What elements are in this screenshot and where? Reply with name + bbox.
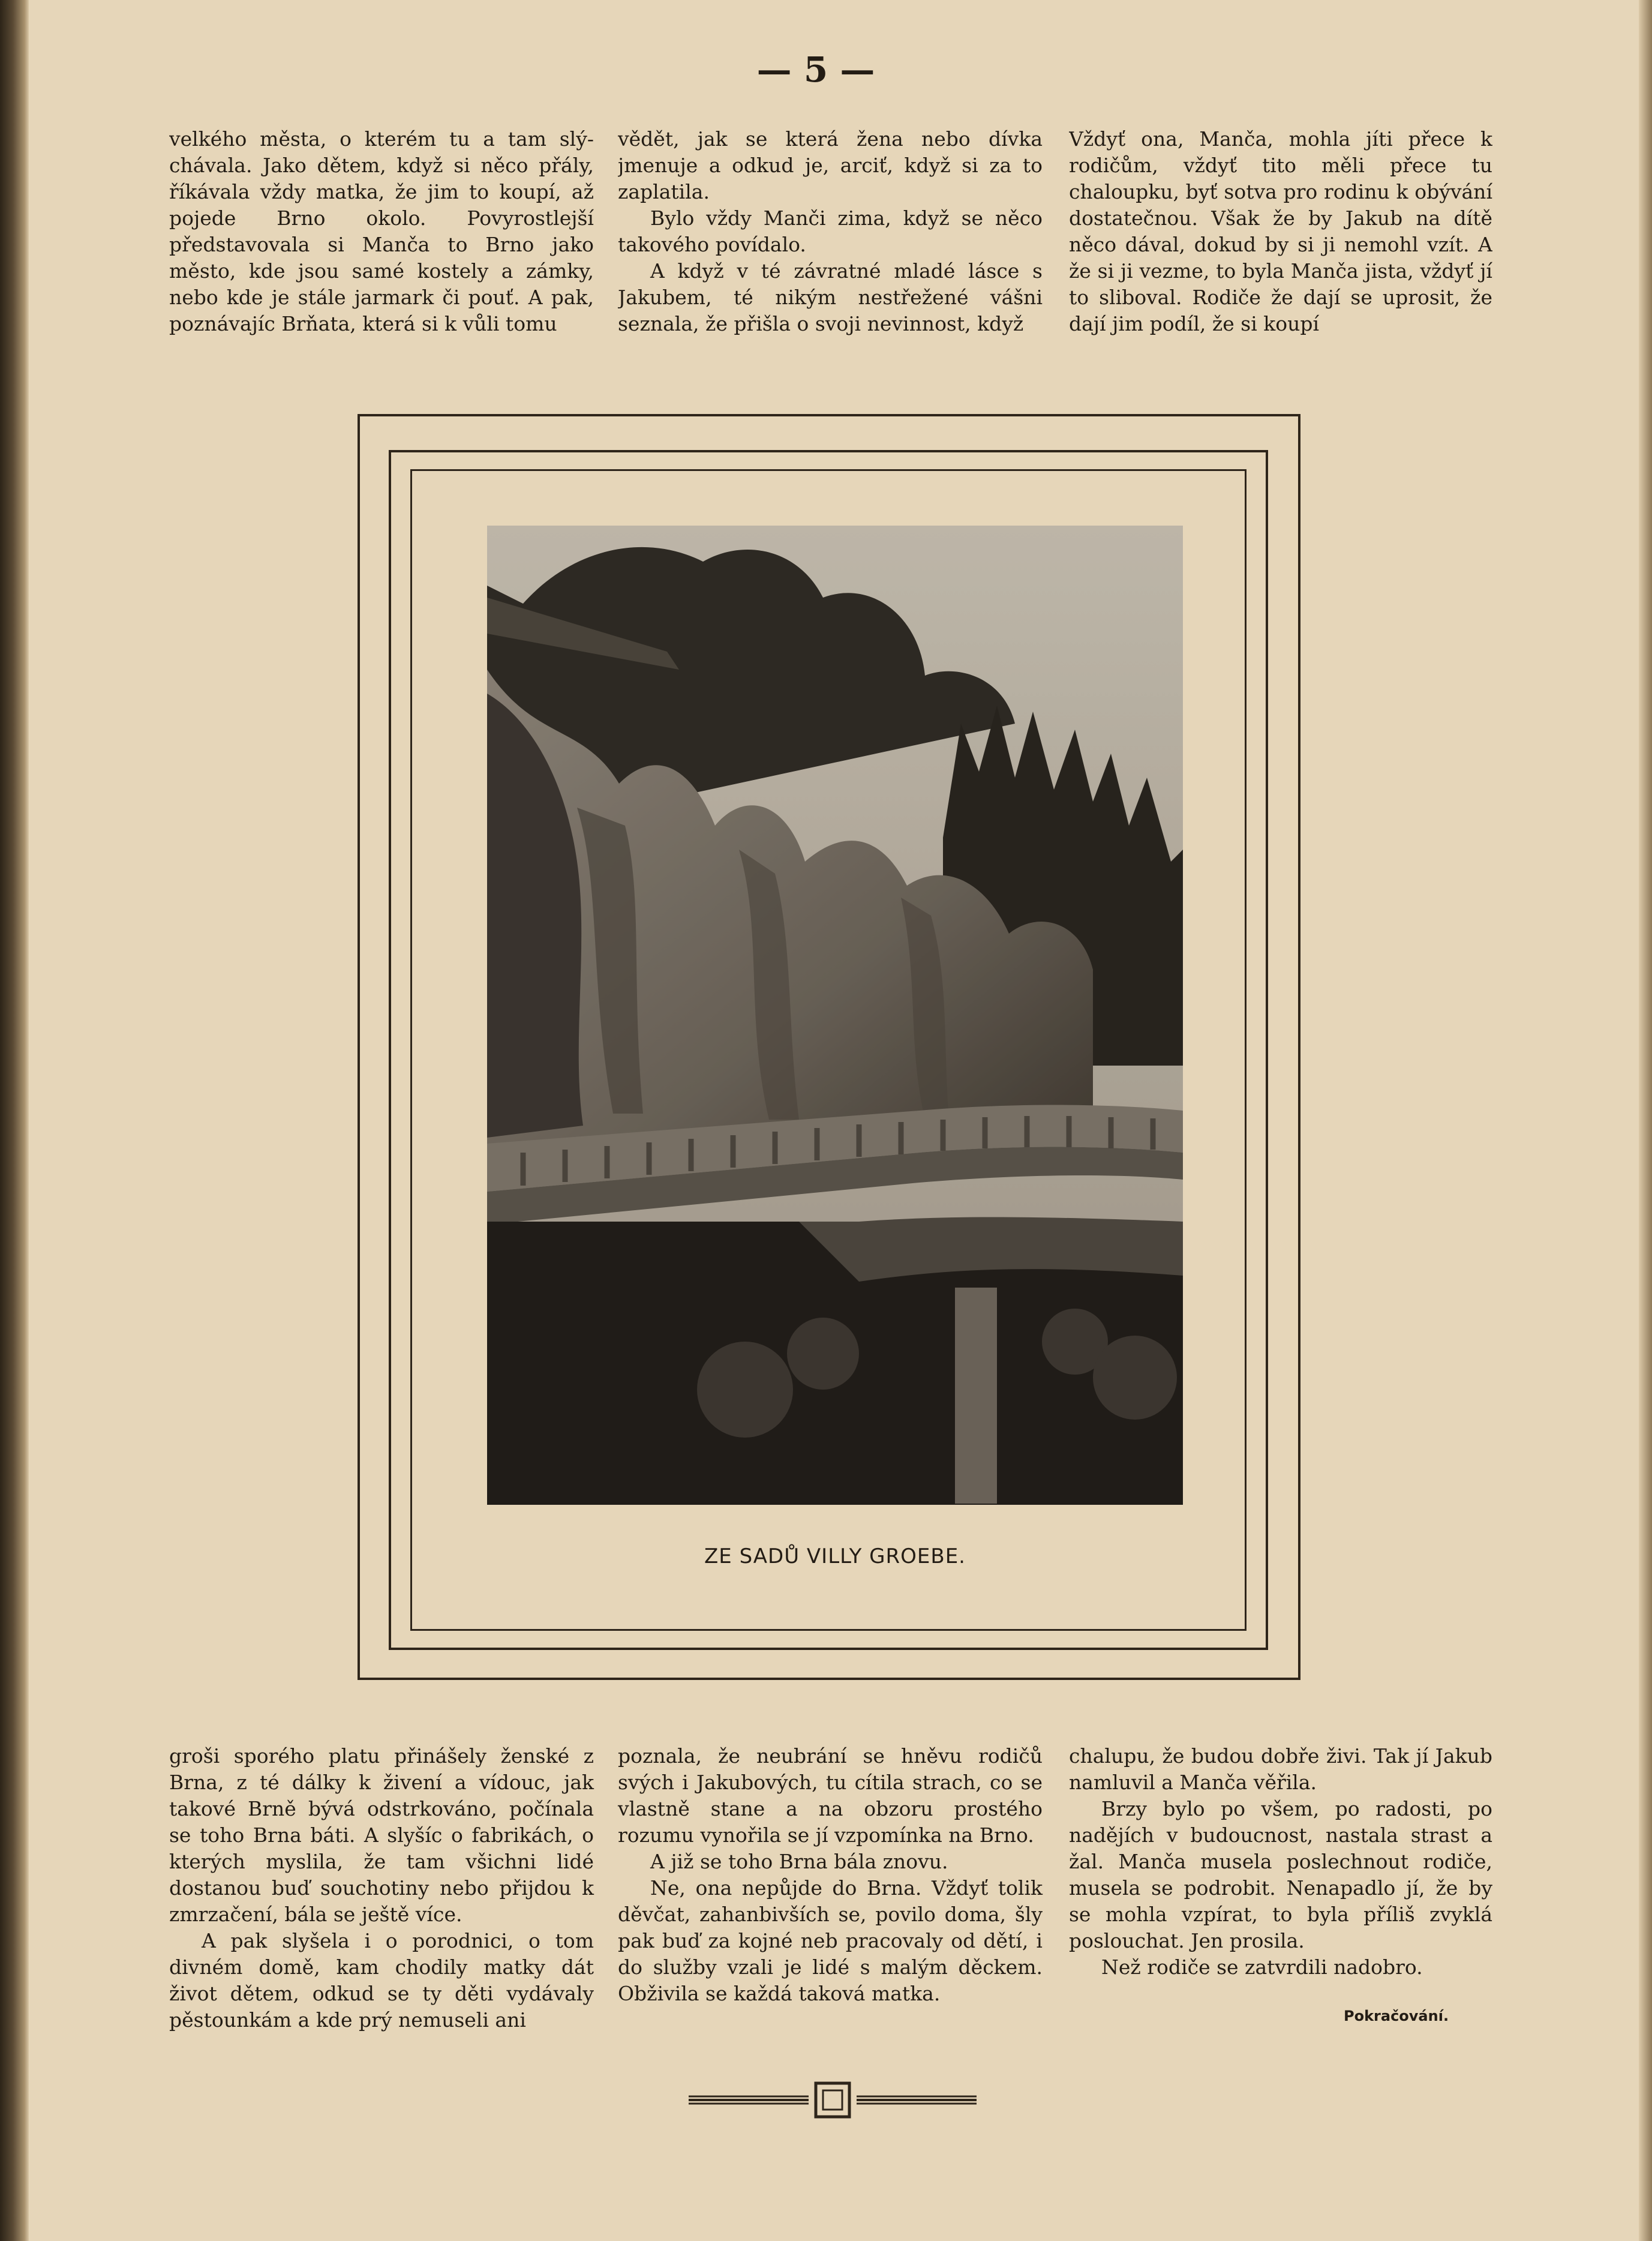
figure-caption: ZE SADŮ VILLY GROEBE. <box>704 1544 966 1568</box>
bottom-column-2-paragraph-2: A již se toho Brna bála znovu. <box>650 1850 948 1873</box>
bottom-column-1 <box>169 1743 594 2033</box>
top-column-3 <box>1069 126 1492 354</box>
bottom-column-1-paragraph-1: groši sporého platu přinášely ženské z Brna, z té dálky k živení a vídouc, jak takové Brně bývá odstrkováno, počínala se toho Brna báti. A slyšíc o fabrikách, o kterých myslila, že tam všichni lidé dostanou buď souchotiny nebo přijdou k zmrzačení, bála se ještě více. <box>169 1744 594 1926</box>
bottom-column-3-paragraph-3: Než rodiče se zatvrdili nadobro. <box>1101 1955 1423 1979</box>
bottom-column-2-paragraph-3: Ne, ona nepůjde do Brna. Vždyť tolik děvčat, zahanbivších se, povilo doma, šly pak buď za kojné neb pracovaly od dětí, i do služby vzali je lidé s malým děckem. Obživila se každá taková matka. <box>618 1876 1043 2005</box>
bottom-column-2-paragraph-1: poznala, že neubrání se hněvu rodičů svých i Jakubových, tu cítila strach, co se vlastně stane a na obzoru prostého rozumu vynořila se jí vzpomínka na Brno. <box>618 1744 1043 1847</box>
bottom-column-3-paragraph-1: chalupu, že budou dobře živi. Tak jí Jakub namluvil a Manča věřila. <box>1069 1744 1492 1794</box>
page-number: — 5 — <box>756 49 875 90</box>
end-ornament-icon <box>689 2078 977 2122</box>
page-edge <box>1639 0 1652 2241</box>
garden-grotto-photograph <box>487 526 1183 1505</box>
top-column-1-paragraph-1: velkého města, o kterém tu a tam slý- chávala. Jako dětem, když si něco přály, říkávala vždy matka, že jim to koupí, až pojede Brno okolo. Povyrostlejší představovala si Manča to Brno jako město, kde jsou samé kostely a zámky, nebo kde je stále jarmark či pouť. A pak, poznávajíc Brňata, která si k vůli tomu <box>169 127 594 335</box>
continued-note: Pokračování. <box>1344 2008 1449 2024</box>
top-column-3-paragraph-1: Vždyť ona, Manča, mohla jíti přece k rodičům, vždyť tito měli přece tu chaloupku, byť sotva pro rodinu k obývání dostatečnou. Však že by Jakub na dítě něco dával, dokud by si ji nemohl vzít. A že si ji vezme, to byla Manča jista, vždyť jí to sliboval. Rodiče že dají se uprosit, že dají jim podíl, že si koupí <box>1069 127 1492 335</box>
top-column-2-paragraph-2: Bylo vždy Manči zima, když se něco takového povídalo. <box>618 206 1043 256</box>
book-spine-shadow <box>0 0 29 2241</box>
bottom-column-1-paragraph-2: A pak slyšela i o porodnici, o tom divném domě, kam chodily matky dát život dětem, odkud se ty děti vydávaly pěstounkám a kde prý nemuseli ani <box>169 1929 594 2032</box>
bottom-column-2 <box>618 1743 1043 2007</box>
top-column-1 <box>169 126 594 354</box>
bottom-column-3-paragraph-2: Brzy bylo po všem, po radosti, po nadějích v budoucnost, nastala strast a žal. Manča musela poslechnout rodiče, musela se podrobit. Nenapadlo jí, že by se mohla vzpírat, to byla příliš zvyklá poslouchat. Jen prosila. <box>1069 1797 1492 1952</box>
photograph-illustration <box>487 526 1183 1505</box>
top-column-2 <box>618 126 1043 354</box>
bottom-column-3 <box>1069 1743 1492 1981</box>
top-column-2-paragraph-1: vědět, jak se která žena nebo dívka jmenuje a odkud je, arciť, když si za to zaplatila. <box>618 127 1043 203</box>
top-column-2-paragraph-3: A když v té závratné mladé lásce s Jakubem, té nikým nestřežené vášni seznala, že přišla o svoji nevinnost, když <box>618 259 1043 335</box>
